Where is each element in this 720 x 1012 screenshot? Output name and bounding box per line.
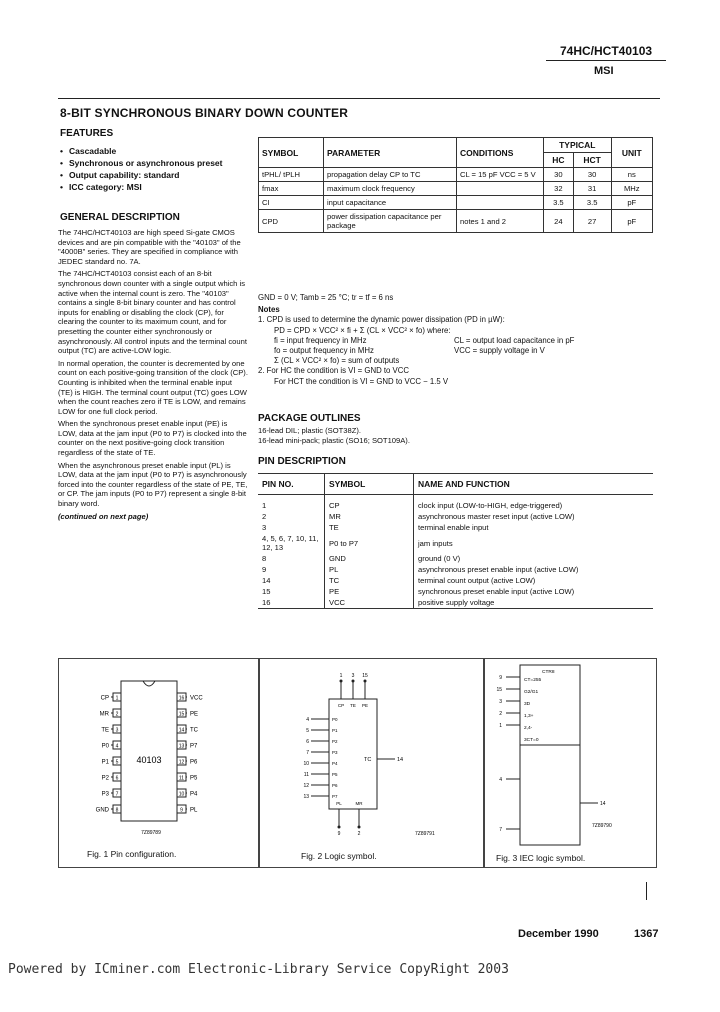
table-header-row (258, 474, 653, 495)
cell-parameter: propagation delay CP to TC (324, 168, 457, 182)
table-row (259, 210, 653, 233)
paragraph: In normal operation, the counter is decremented by one count on each positive-going transition of the clock (CP). Counting is inhibited when the terminal enable input (TE) is HIGH. The terminal count output (TC) goes LOW when the count reaches zero if TE is LOW, and remains LOW for one full clock period. (58, 358, 248, 416)
data-input-num: 11 (303, 772, 309, 778)
pin-number: 1 (115, 695, 119, 702)
bottom-input-label: PL (336, 801, 342, 806)
iec-logic-symbol-diagram (484, 659, 656, 867)
cell-symbol: fmax (259, 182, 324, 196)
cell-hc: 24 (544, 210, 574, 233)
page-title: 8-BIT SYNCHRONOUS BINARY DOWN COUNTER (60, 106, 349, 120)
cell-unit: pF (611, 210, 652, 233)
pin-label: P2 (101, 775, 109, 782)
cell-symbol: CP (325, 495, 414, 512)
note-right: VCC = supply voltage in V (454, 345, 545, 355)
cell-pin: 14 (262, 576, 271, 585)
note-line: 1. CPD is used to determine the dynamic power dissipation (PD in µW): (258, 315, 505, 325)
data-inputs (303, 717, 338, 800)
pin-label: PL (190, 807, 198, 814)
pin-configuration-diagram (59, 659, 259, 867)
data-input-label: P2 (332, 739, 338, 744)
figure-3-caption: Fig. 3 IEC logic symbol. (496, 853, 586, 863)
general-description (58, 228, 248, 524)
pin-number: 14 (178, 727, 185, 734)
cell-conditions (457, 196, 544, 210)
table-row (259, 168, 653, 182)
pin-number: 12 (178, 759, 185, 766)
cell-pin: 16 (258, 597, 325, 609)
col-hct: HCT (573, 153, 611, 168)
package-line: 16-lead mini-pack; plastic (SO16; SOT109A). (258, 435, 410, 445)
input-label: TE (350, 703, 356, 708)
col-hc: HC (544, 153, 574, 168)
cell-parameter: power dissipation capacitance per package (324, 210, 457, 233)
figure-1-box (58, 658, 260, 868)
iec-label: 3D (524, 702, 531, 707)
cell-name: asynchronous preset enable input (active LOW) (414, 564, 654, 575)
note-right: CL = output load capacitance in pF (454, 335, 575, 345)
cell-name: ground (0 V) (414, 553, 654, 564)
pin-label: TE (101, 727, 109, 734)
pin-number: 4 (115, 743, 119, 750)
iec-label: 1,3+ (524, 714, 534, 719)
cell-name: positive supply voltage (414, 597, 654, 609)
data-input-num: 6 (306, 739, 309, 745)
gnd-conditions: GND = 0 V; Tamb = 25 °C; tr = tf = 6 ns (258, 293, 394, 302)
features-list (60, 145, 223, 193)
cell-conditions: notes 1 and 2 (457, 210, 544, 233)
data-input-num: 5 (306, 728, 309, 734)
right-pins (177, 693, 203, 814)
copyright-banner: Powered by ICminer.com Electronic-Library Service CopyRight 2003 (8, 962, 509, 977)
input-label: PE (361, 703, 369, 708)
package-line: 16-lead DIL; plastic (SOT38Z). (258, 426, 361, 435)
fig3-code: 7Z89790 (592, 823, 612, 829)
cell-pin: 1 (262, 501, 267, 510)
col-pin: PIN NO. (258, 474, 325, 495)
fig1-code: 7Z89789 (141, 830, 161, 836)
iec-pin-num: 1 (499, 723, 502, 729)
cell-pin: 3 (262, 523, 267, 532)
cell-hct: 31 (573, 182, 611, 196)
table-row (259, 182, 653, 196)
note-line: For HCT the condition is VI = GND to VCC − 1.5 V (274, 376, 449, 386)
part-number: 74HC/HCT40103 (560, 44, 653, 58)
iec-label: CTR8 (542, 670, 555, 675)
note-line: PD = CPD × VCC² × fi + Σ (CL × VCC² × fo) where: (274, 325, 451, 335)
input-dot (352, 680, 355, 683)
data-input-num: 10 (303, 761, 309, 767)
footer-date: December 1990 (518, 928, 599, 940)
iec-pin-num: 7 (499, 827, 502, 833)
ic-notch (143, 681, 155, 686)
cell-pin: 9 (262, 565, 267, 574)
data-input-label: P1 (332, 728, 338, 733)
feature-item: • Output capability: standard (60, 169, 223, 181)
cell-unit: MHz (611, 182, 652, 196)
pin-label: PE (190, 711, 199, 718)
cell-name: synchronous preset enable input (active LOW) (414, 586, 654, 597)
pin-desc-heading: PIN DESCRIPTION (258, 456, 346, 467)
tc-output-label: TC (364, 757, 372, 763)
iec-labels (524, 669, 555, 743)
chip-label: 40103 (136, 755, 162, 765)
pin-number: 10 (178, 791, 185, 798)
data-input-num: 4 (306, 717, 309, 723)
data-input-label: P5 (332, 772, 338, 777)
pin-label: P3 (101, 791, 109, 798)
cell-pin: 4, 5, 6, 7, 10, 11, 12, 13 (262, 534, 319, 552)
pin-label: P7 (190, 743, 198, 750)
data-input-label: P7 (332, 794, 338, 799)
table-row (258, 533, 653, 553)
input-num: 1 (339, 673, 343, 679)
iec-pin-num: 15 (496, 687, 502, 693)
pin-label: P5 (190, 775, 198, 782)
cell-symbol: PL (325, 564, 414, 575)
table-row (259, 196, 653, 210)
ic-body (121, 681, 177, 821)
cell-symbol: tPHL/ tPLH (259, 168, 324, 182)
iec-label: 3CT=0 (524, 738, 539, 743)
notes (258, 293, 678, 387)
table-row (258, 511, 653, 522)
pin-number: 6 (115, 775, 119, 782)
data-input-label: P3 (332, 750, 338, 755)
note-line: Σ (CL × VCC² × fo) = sum of outputs (274, 356, 400, 366)
cell-hc: 32 (544, 182, 574, 196)
cell-symbol: TC (325, 575, 414, 586)
cell-pin: 2 (262, 512, 267, 521)
feature-item: • Synchronous or asynchronous preset (60, 157, 223, 169)
iec-counter-block (520, 745, 580, 845)
data-input-num: 7 (306, 750, 309, 756)
bottom-input-dot (358, 826, 361, 829)
col-unit: UNIT (611, 138, 652, 168)
bottom-input-num: 2 (357, 831, 361, 837)
cell-symbol: CPD (259, 210, 324, 233)
cell-symbol: GND (325, 553, 414, 564)
cell-hct: 30 (573, 168, 611, 182)
input-label: CP (337, 703, 345, 708)
col-name: NAME AND FUNCTION (414, 474, 654, 495)
pin-number: 5 (115, 759, 119, 766)
cell-name: asynchronous master reset input (active LOW) (414, 511, 654, 522)
left-pins (96, 693, 121, 814)
data-input-label: P6 (332, 783, 338, 788)
cell-symbol: CI (259, 196, 324, 210)
iec-pin-num: 4 (499, 777, 502, 783)
pin-label: P0 (101, 743, 109, 750)
iec-pins (496, 675, 605, 833)
header-rule (546, 60, 666, 61)
pin-number: 9 (180, 807, 183, 814)
table-row (258, 597, 653, 609)
features-heading: FEATURES (60, 128, 114, 139)
pin-number: 15 (178, 711, 185, 718)
table-header-row (259, 138, 653, 153)
paragraph: The 74HC/HCT40103 consist each of an 8-bit synchronous down counter with a single output which is active when the internal count is zero. The "40103" contains a single 8-bit binary counter and has control inputs for enabling or disabling the clock (CP), for clearing the counter to its maximum count, and for presetting the counter either synchronously or asynchronously. All control inputs and the terminal count output (TC) are active-LOW logic. (58, 269, 247, 356)
iec-label: CT=255 (524, 678, 542, 683)
pin-label: GND (95, 807, 109, 814)
col-conditions: CONDITIONS (457, 138, 544, 168)
feature-item: • ICC category: MSI (60, 181, 223, 193)
cell-conditions: CL = 15 pF VCC = 5 V (457, 168, 544, 182)
cell-hc: 30 (544, 168, 574, 182)
general-heading: GENERAL DESCRIPTION (60, 212, 180, 223)
cell-parameter: input capacitance (324, 196, 457, 210)
cell-hct: 27 (573, 210, 611, 233)
pin-label: CP (100, 695, 109, 702)
bottom-input-num: 9 (337, 831, 341, 837)
cell-parameter: maximum clock frequency (324, 182, 457, 196)
paragraph: The 74HC/HCT40103 are high speed Si-gate CMOS devices and are pin compatible with the "40103" of the "4000B" series. They are specified in compliance with JEDEC standard no. 7A. (58, 228, 241, 266)
figure-2-box (258, 658, 485, 868)
iec-pin-num: 2 (499, 711, 502, 717)
paragraph: When the synchronous preset enable input (PE) is LOW, data at the jam input (P0 to P7) is clocked into the counter on the next positive-going clock transition regardless of the state of TE. (58, 419, 247, 458)
package-lines (258, 426, 410, 445)
col-typical: TYPICAL (544, 138, 612, 153)
cell-symbol: VCC (325, 597, 414, 609)
family-label: MSI (594, 65, 614, 77)
characteristics-table (258, 137, 653, 233)
data-input-num: 13 (303, 794, 309, 800)
pin-number: 8 (115, 807, 119, 814)
bottom-input-label: MR (355, 801, 363, 806)
cell-name: jam inputs (414, 533, 654, 553)
pin-number: 13 (178, 743, 185, 750)
continued-note: (continued on next page) (58, 511, 149, 521)
pin-number: 7 (115, 791, 119, 798)
table-row (258, 575, 653, 586)
iec-output-num: 14 (600, 801, 606, 807)
pin-description-table (258, 473, 653, 609)
figure-3-box (483, 658, 657, 868)
table-row (258, 495, 653, 512)
pin-number: 2 (115, 711, 119, 718)
package-heading: PACKAGE OUTLINES (258, 413, 361, 424)
pin-label: VCC (190, 695, 203, 702)
cell-unit: ns (611, 168, 652, 182)
top-inputs (338, 673, 368, 708)
col-parameter: PARAMETER (324, 138, 457, 168)
notes-heading: Notes (258, 305, 280, 315)
cell-hct: 3.5 (573, 196, 611, 210)
cell-conditions (457, 182, 544, 196)
note-line: 2. For HC the condition is VI = GND to VCC (258, 366, 410, 376)
table-row (258, 564, 653, 575)
pin-number: 11 (178, 775, 185, 782)
pin-label: MR (99, 711, 109, 718)
data-input-label: P0 (332, 717, 338, 722)
data-input-num: 12 (303, 783, 309, 789)
bottom-inputs (336, 801, 363, 837)
figure-2-caption: Fig. 2 Logic symbol. (301, 851, 377, 861)
col-symbol: SYMBOL (325, 474, 414, 495)
margin-tick (646, 882, 647, 900)
col-symbol: SYMBOL (259, 138, 324, 168)
pin-number: 16 (178, 695, 185, 702)
input-dot (340, 680, 343, 683)
iec-pin-num: 9 (499, 675, 502, 681)
iec-label: G2/G1 (524, 690, 539, 695)
fig2-code: 7Z89791 (415, 831, 435, 837)
input-num: 3 (351, 673, 355, 679)
cell-pin: 8 (262, 554, 267, 563)
logic-symbol-diagram (259, 659, 484, 867)
iec-label: 2,4- (524, 726, 533, 731)
cell-pin: 15 (262, 587, 271, 596)
note-line: fi = input frequency in MHz (274, 335, 367, 345)
feature-item: • Cascadable (60, 145, 223, 157)
pin-label: P4 (190, 791, 198, 798)
cell-symbol: P0 to P7 (325, 533, 414, 553)
input-dot (364, 680, 367, 683)
cell-unit: pF (611, 196, 652, 210)
note-line: fo = output frequency in MHz (274, 346, 374, 356)
pin-label: TC (190, 727, 198, 734)
pin-label: P6 (190, 759, 198, 766)
bottom-input-dot (338, 826, 341, 829)
title-rule (58, 98, 660, 99)
iec-pin-num: 3 (499, 699, 502, 705)
pin-label: P1 (101, 759, 109, 766)
table-row (258, 586, 653, 597)
table-row (258, 553, 653, 564)
cell-hc: 3.5 (544, 196, 574, 210)
cell-name: terminal enable input (414, 522, 654, 533)
cell-symbol: MR (325, 511, 414, 522)
pin-number: 3 (115, 727, 119, 734)
figure-1-caption: Fig. 1 Pin configuration. (87, 849, 177, 859)
cell-symbol: PE (325, 586, 414, 597)
paragraph: When the asynchronous preset enable input (PL) is LOW, data at the jam input (P0 to P7) is asynchronously forced into the counter regardless of the state of PE, TE, or CP. The jam inputs (P0 to P7) represent a single 8-bit binary word. (58, 460, 248, 509)
input-num: 15 (362, 673, 368, 679)
cell-name: clock input (LOW-to-HIGH, edge-triggered) (414, 495, 654, 512)
table-row (258, 522, 653, 533)
cell-symbol: TE (325, 522, 414, 533)
data-input-label: P4 (332, 761, 338, 766)
cell-name: terminal count output (active LOW) (414, 575, 654, 586)
page-number: 1367 (634, 928, 659, 940)
tc-output-num: 14 (397, 757, 404, 763)
